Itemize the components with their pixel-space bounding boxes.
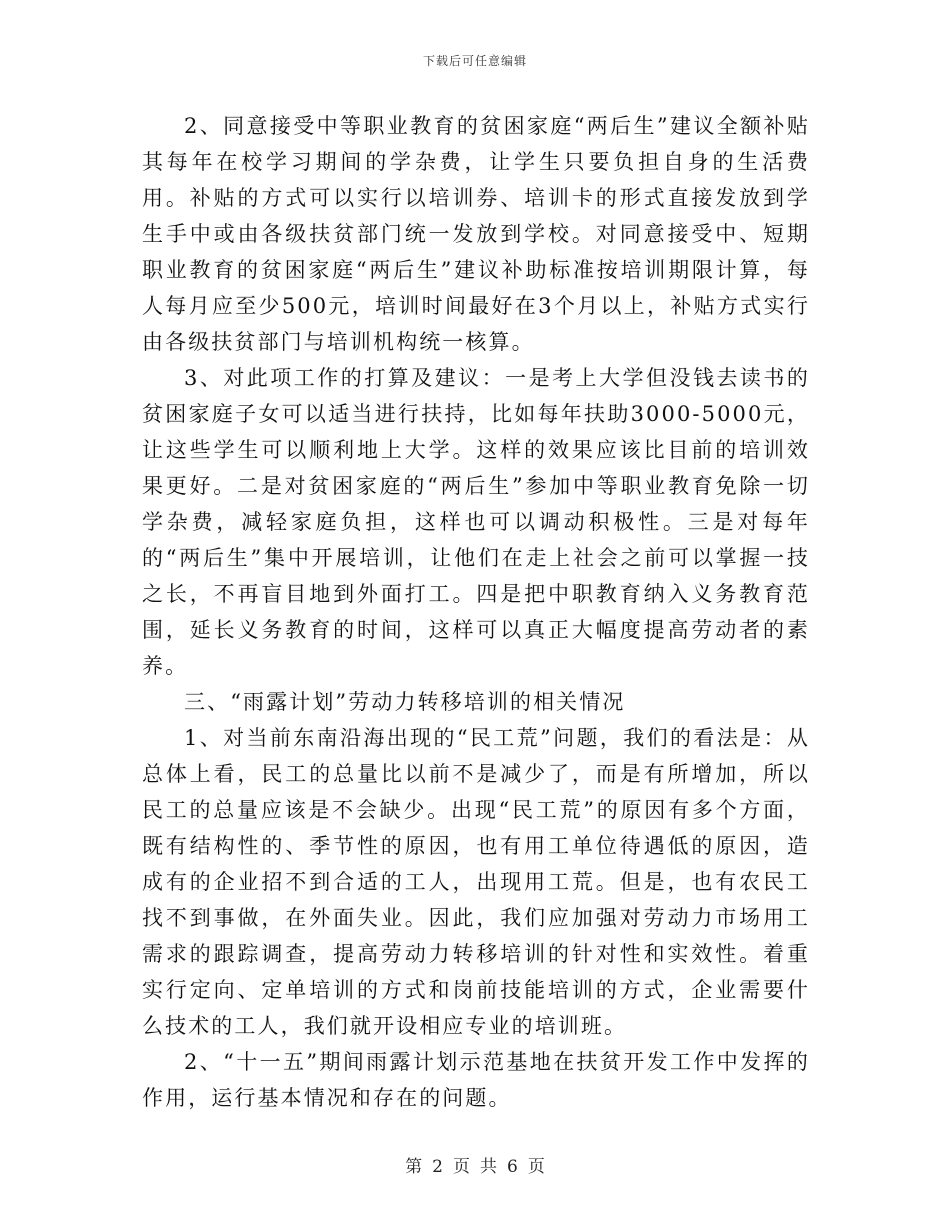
- footer-prefix: 第: [405, 1157, 423, 1177]
- total-page-number: 6: [507, 1157, 518, 1177]
- paragraph-subsidy: 2、同意接受中等职业教育的贫困家庭“两后生”建议全额补贴其每年在校学习期间的学杂费，让学生只要负担自身的生活费用。补贴的方式可以实行以培训券、培训卡的形式直接发放到学生手中或由各级扶贫部门统一发放到学校。对同意接受中、短期职业教育的贫困家庭“两后生”建议补助标准按培训期限计算，每人每月应至少500元，培训时间最好在3个月以上，补贴方式实行由各级扶贫部门与培训机构统一核算。: [142, 114, 810, 354]
- paragraph-suggestions: 3、对此项工作的打算及建议：一是考上大学但没钱去读书的贫困家庭子女可以适当进行扶持，比如每年扶助3000-5000元，让这些学生可以顺利地上大学。这样的效果应该比目前的培训效果更好。二是对贫困家庭的“两后生”参加中等职业教育免除一切学杂费，减轻家庭负担，这样也可以调动积极性。三是对每年的“两后生”集中开展培训，让他们在走上社会之前可以掌握一技之长，不再盲目地到外面打工。四是把中职教育纳入义务教育范围，延长义务教育的时间，这样可以真正大幅度提高劳动者的素养。: [142, 366, 810, 678]
- page-footer: [0, 1152, 950, 1177]
- footer-suffix: 页: [527, 1157, 545, 1177]
- paragraph-labor-shortage: 1、对当前东南沿海出现的“民工荒”问题，我们的看法是：从总体上看，民工的总量比以前不是减少了，而是有所增加，所以民工的总量应该是不会缺少。出现“民工荒”的原因有多个方面，既有结构性的、季节性的原因，也有用工单位待遇低的原因，造成有的企业招不到合适的工人，出现用工荒。但是，也有农民工找不到事做，在外面失业。因此，我们应加强对劳动力市场用工需求的跟踪调查，提高劳动力转移培训的针对性和实效性。着重实行定向、定单培训的方式和岗前技能培训的方式，企业需要什么技术的工人，我们就开设相应专业的培训班。: [142, 726, 810, 1038]
- footer-page-word: 页: [453, 1157, 470, 1177]
- footer-total-word: 共: [480, 1157, 497, 1177]
- paragraph-demo-base: 2、“十一五”期间雨露计划示范基地在扶贫开发工作中发挥的作用，运行基本情况和存在的问题。: [142, 1050, 810, 1110]
- document-body: [142, 108, 810, 1116]
- page-header: 下载后可任意编辑: [422, 54, 527, 68]
- section-heading: 三、“雨露计划”劳动力转移培训的相关情况: [184, 690, 626, 714]
- current-page-number: 2: [432, 1157, 443, 1177]
